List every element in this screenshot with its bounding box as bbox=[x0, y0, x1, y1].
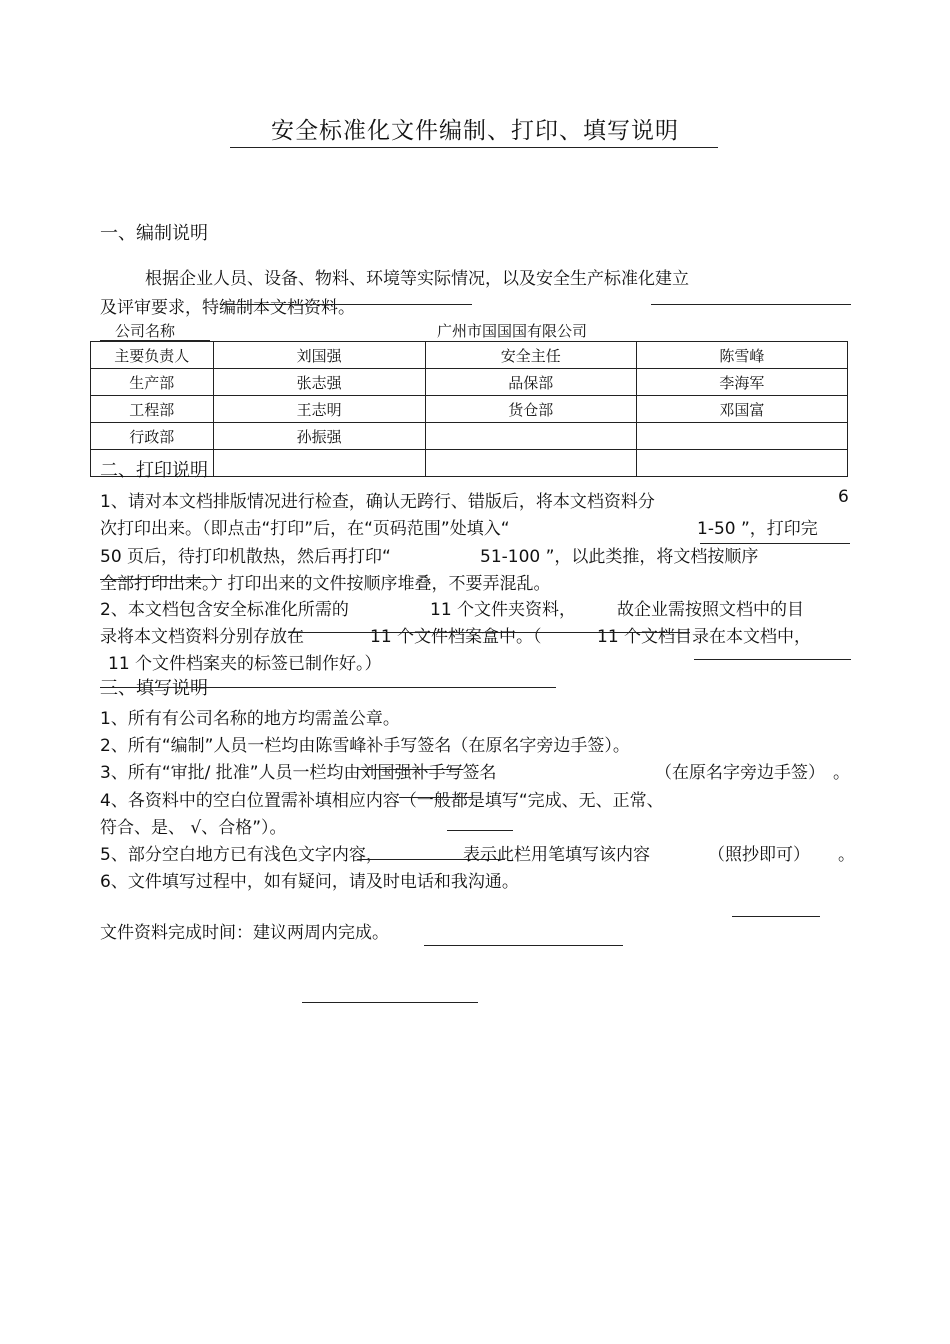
fill-item3-end: 。 bbox=[833, 763, 850, 783]
completion-time: 文件资料完成时间：建议两周内完成。 bbox=[100, 923, 389, 943]
table-row bbox=[91, 396, 848, 423]
table-cell bbox=[636, 450, 847, 477]
print-item2-line2-mid: 11 个文件档案盒中。（ bbox=[370, 627, 542, 647]
print-item1-line3-range: 51-100 ”，以此类推，将文档按顺序 bbox=[480, 547, 759, 567]
strike-line bbox=[220, 304, 472, 305]
page-title: 安全标准化文件编制、打印、填写说明 bbox=[271, 118, 679, 144]
strike-line bbox=[357, 769, 463, 770]
strike-line bbox=[399, 797, 472, 798]
print-item1-line2-range: 1-50 ”，打印完 bbox=[697, 519, 818, 539]
print-item2-line3: 11 个文件档案夹的标签已制作好。） bbox=[108, 654, 382, 674]
table-cell: 邓国富 bbox=[636, 396, 847, 423]
table-cell bbox=[425, 450, 636, 477]
table-cell: 工程部 bbox=[91, 396, 214, 423]
section3-heading: 三、填写说明 bbox=[100, 678, 208, 699]
print-item2-line1: 2、本文档包含安全标准化所需的 bbox=[100, 600, 349, 620]
fill-item5-note: （照抄即可） bbox=[708, 845, 810, 865]
print-item1-line2: 次打印出来。（即点击“打印”后，在“页码范围”处填入“ bbox=[100, 519, 510, 539]
blank-line bbox=[651, 304, 851, 305]
table-row bbox=[91, 342, 848, 369]
table-cell bbox=[425, 423, 636, 450]
table-cell: 李海军 bbox=[636, 369, 847, 396]
fill-item4-line2: 符合、是、 √、合格”）。 bbox=[100, 818, 287, 838]
section1-heading: 一、编制说明 bbox=[100, 223, 208, 244]
fill-item5: 5、部分空白地方已有浅色文字内容， bbox=[100, 845, 383, 865]
print-item1-line1: 1、请对本文档排版情况进行检查，确认无跨行、错版后，将本文档资料分 bbox=[100, 492, 655, 512]
blank-line bbox=[424, 945, 623, 946]
table-cell: 刘国强 bbox=[213, 342, 425, 369]
table-cell: 王志明 bbox=[213, 396, 425, 423]
table-cell bbox=[636, 423, 847, 450]
table-cell: 陈雪峰 bbox=[636, 342, 847, 369]
section1-para-line1: 根据企业人员、设备、物料、环境等实际情况，以及安全生产标准化建立 bbox=[145, 269, 689, 289]
strike-line bbox=[100, 687, 556, 688]
print-item2-line2: 录将本文档资料分别存放在 bbox=[100, 627, 304, 647]
fill-item5-end: 。 bbox=[838, 845, 855, 865]
table-row bbox=[91, 369, 848, 396]
fill-item3-note: （在原名字旁边手签） bbox=[655, 763, 825, 783]
fill-item1: 1、所有有公司名称的地方均需盖公章。 bbox=[100, 709, 400, 729]
strike-line bbox=[288, 632, 690, 633]
print-item1-line1-count: 6 bbox=[838, 487, 849, 507]
table-cell: 行政部 bbox=[91, 423, 214, 450]
title-underline bbox=[230, 147, 718, 148]
print-item1-line3: 50 页后，待打印机散热，然后再打印“ bbox=[100, 547, 391, 567]
blank-line bbox=[694, 659, 851, 660]
table-cell: 安全主任 bbox=[425, 342, 636, 369]
blank-line bbox=[302, 1002, 478, 1003]
company-label: 公司名称 bbox=[115, 322, 176, 340]
table-cell: 品保部 bbox=[425, 369, 636, 396]
table-cell: 生产部 bbox=[91, 369, 214, 396]
section1-para-line2: 及评审要求，特编制本文档资料。 bbox=[100, 298, 355, 318]
print-item2-line1-end: 故企业需按照文档中的目 bbox=[617, 600, 804, 620]
print-item2-line2-end: 11 个文档目录在本文档中， bbox=[597, 627, 812, 647]
table-row bbox=[91, 423, 848, 450]
company-name: 广州市国国国有限公司 bbox=[437, 322, 588, 340]
fill-item5-mid: 表示此栏用笔填写该内容 bbox=[463, 845, 650, 865]
table-cell: 主要负责人 bbox=[91, 342, 214, 369]
fill-item2: 2、所有“编制”人员一栏均由陈雪峰补手写签名（在原名字旁边手签）。 bbox=[100, 736, 630, 756]
table-cell: 孙振强 bbox=[213, 423, 425, 450]
table-cell: 货仓部 bbox=[425, 396, 636, 423]
print-item2-line1-count: 11 个文件夹资料， bbox=[430, 600, 577, 620]
blank-line bbox=[447, 830, 513, 831]
fill-item4-line1: 4、各资料中的空白位置需补填相应内容（一般都是填写“完成、无、正常、 bbox=[100, 791, 664, 811]
section2-heading: 二、打印说明 bbox=[100, 460, 208, 481]
blank-line bbox=[732, 916, 820, 917]
table-cell: 张志强 bbox=[213, 369, 425, 396]
strike-line bbox=[100, 579, 222, 580]
table-cell bbox=[213, 450, 425, 477]
blank-line bbox=[357, 859, 505, 860]
fill-item6: 6、文件填写过程中，如有疑问，请及时电话和我沟通。 bbox=[100, 872, 519, 892]
fill-item3: 3、所有“审批/ 批准”人员一栏均由刘国强补手写签名 bbox=[100, 763, 497, 783]
print-item1-line4: 全部打印出来。）打印出来的文件按顺序堆叠，不要弄混乱。 bbox=[100, 574, 551, 594]
